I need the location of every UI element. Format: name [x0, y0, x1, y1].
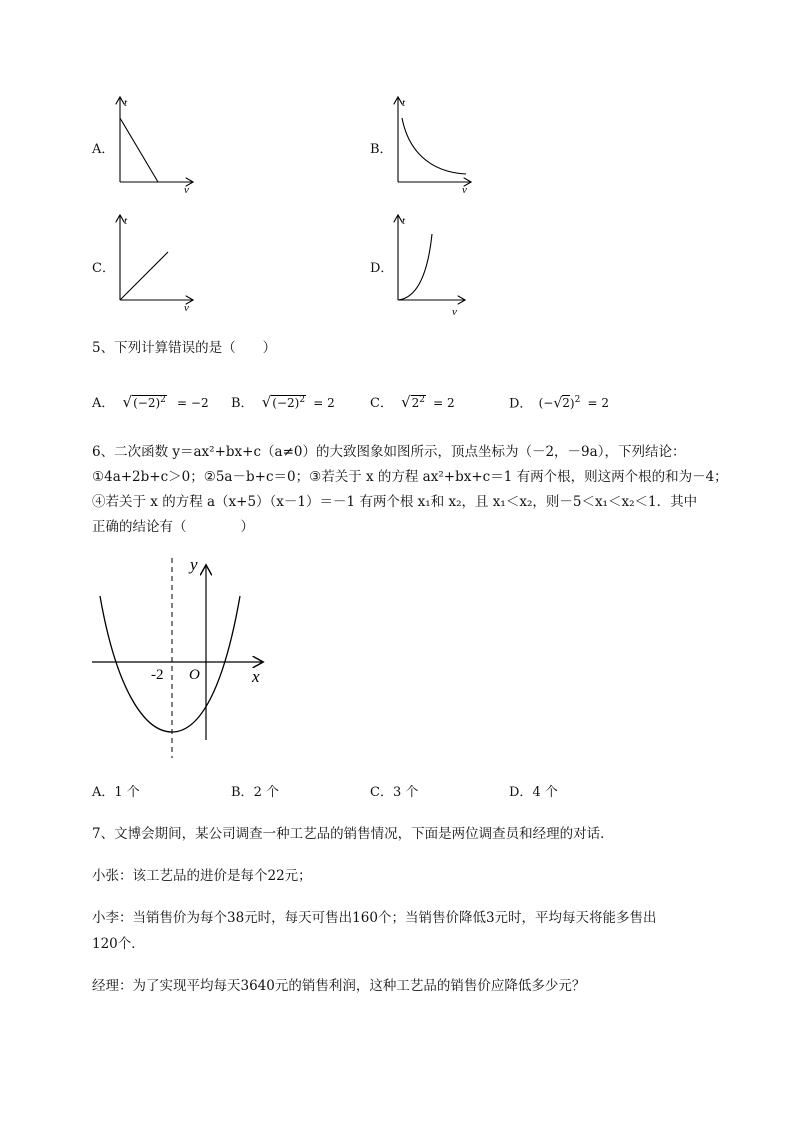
q6-origin-label: O [189, 667, 200, 683]
q7-line-5: 经理：为了实现平均每天3640元的销售利润，这种工艺品的销售价应降低多少元？ [92, 978, 586, 994]
q6-line-3: ④若关于 x 的方程 a（x+5）（x－1）＝－1 有两个根 x₁和 x₂，且 x₁＜x₂，则－5＜x₁＜x₂＜1．其中 [92, 494, 698, 510]
q4b-curve [402, 118, 466, 174]
q4-label-a: A． [92, 142, 115, 157]
q4-graph-a [110, 94, 200, 194]
svg-text:t: t [402, 215, 406, 227]
q4a-v-label: v [184, 184, 189, 196]
q7-line-1: 7、文博会期间，某公司调查一种工艺品的销售情况，下面是两位调查员和经理的对话． [92, 826, 614, 842]
q4-label-d: D． [370, 261, 394, 276]
q6-tick-label: -2 [151, 667, 164, 683]
q6-option-b: B．2 个 [231, 785, 279, 800]
q7-line-2: 小张：该工艺品的进价是每个22元； [92, 868, 312, 884]
q4-graph-c [110, 212, 200, 312]
q6-line-2: ①4a+2b+c＞0；②5a－b+c＝0；③若关于 x 的方程 ax²+bx+c＝1 有两个根，则这两个根的和为－4； [92, 469, 728, 485]
q6-parabola-graph [88, 548, 274, 763]
svg-text:v: v [462, 184, 467, 196]
q5-option-a: A． $√(-2)^2 = -2$ [92, 393, 209, 411]
q5-stem: 5、下列计算错误的是（ ） [92, 340, 277, 356]
q4a-curve [120, 118, 158, 182]
q6-x-label: x [252, 667, 260, 686]
q4-label-c: C． [92, 261, 115, 276]
q4-graph-b [388, 94, 478, 194]
q5-option-c: C． $√2^2 = 2$ [370, 393, 455, 411]
q4-label-b: B． [370, 142, 393, 157]
svg-text:t: t [124, 215, 128, 227]
q4a-t-label: t [124, 97, 128, 109]
svg-text:v: v [184, 302, 189, 314]
q6-line-1: 6、二次函数 y＝ax²+bx+c（a≠0）的大致图象如图所示，顶点坐标为（－2，－9a），下列结论： [92, 444, 686, 460]
q6-parabola [100, 596, 240, 732]
q6-line-4: 正确的结论有（ ） [92, 519, 254, 535]
q6-option-a: A．1 个 [92, 785, 140, 800]
q6-option-c: C．3 个 [370, 785, 419, 800]
q7-line-4: 120个． [92, 936, 145, 952]
q4-graph-d [388, 212, 478, 322]
q5-option-d: D． $(-√2)^2 = 2$ [509, 395, 609, 412]
svg-text:v: v [452, 306, 457, 318]
q4c-curve [120, 252, 168, 300]
q6-y-label: y [190, 555, 198, 574]
q7-line-3: 小李：当销售价为每个38元时，每天可售出160个；当销售价降低3元时，平均每天将能多售出 [92, 910, 657, 926]
q5-option-b: B． $√(-2)^2 = 2$ [231, 393, 335, 411]
q6-option-d: D．4 个 [509, 785, 558, 800]
q4d-curve [398, 234, 432, 300]
svg-text:t: t [402, 97, 406, 109]
